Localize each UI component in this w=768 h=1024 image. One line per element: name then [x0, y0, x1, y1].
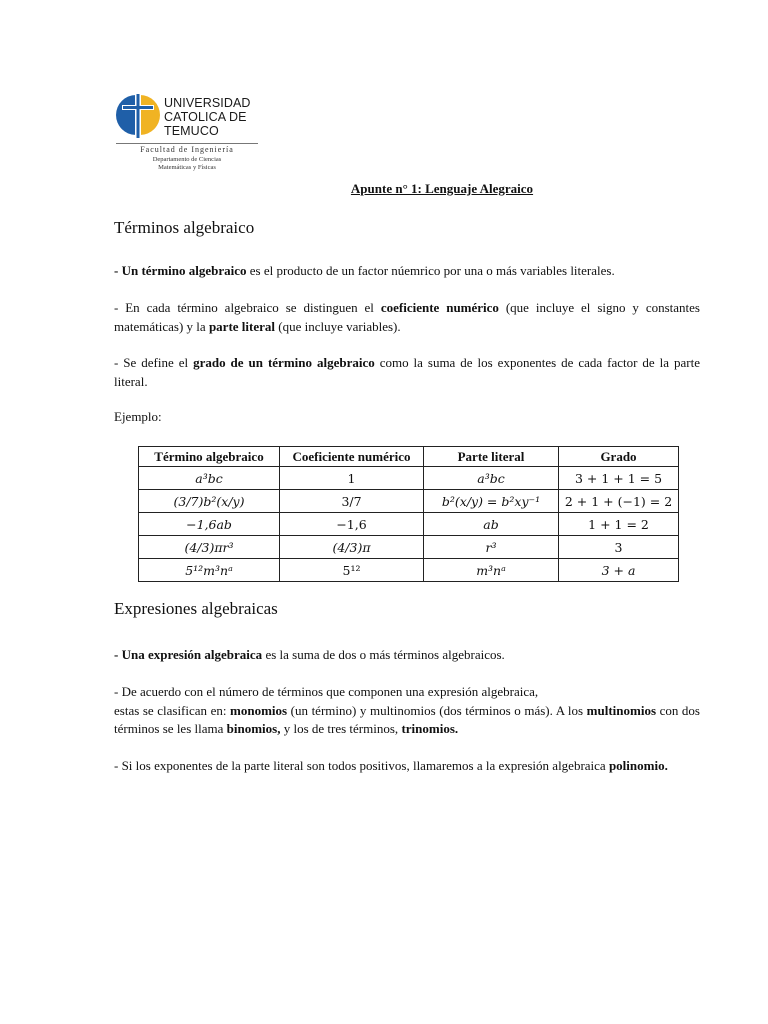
paragraph-text: (un término) y multinomios (dos términos o más). A los [287, 702, 587, 718]
table-cell: 5¹² [280, 559, 424, 582]
term-highlight: trinomios. [401, 721, 459, 736]
table-cell: (3/7)b²(x/y) [139, 490, 280, 513]
term-highlight: polinomio. [608, 758, 668, 773]
paragraph-text: estas se clasifican en: [114, 702, 231, 718]
university-name-line: TEMUCO [164, 124, 219, 138]
document-title: Apunte n° 1: Lenguaje Alegraico [350, 181, 534, 196]
table-row [139, 490, 679, 513]
term-highlight: grado de un término algebraico [193, 355, 375, 370]
column-header: Término algebraico [139, 447, 280, 467]
section-heading-terminos: Términos algebraico [114, 218, 255, 237]
table-cell: 1 [280, 467, 424, 490]
table-cell: 3 + a [559, 559, 679, 582]
paragraph-text: con dos términos se les llama [114, 702, 700, 736]
university-name-line: UNIVERSIDAD [164, 96, 251, 110]
table-cell: 5¹²m³nᵃ [139, 559, 280, 582]
term-highlight: multinomios [586, 702, 657, 718]
paragraph-text: como la suma de los exponentes de cada factor de la parte literal. [114, 355, 700, 389]
table-cell: 3 [559, 536, 679, 559]
table-cell: 3/7 [280, 490, 424, 513]
faculty-name: Facultad de Ingeniería [140, 145, 234, 154]
paragraph-text: - En cada término algebraico se distinguen el [114, 300, 381, 315]
paragraph-text: - Se define el [114, 355, 194, 370]
table-cell: −1,6ab [139, 513, 280, 536]
table-cell: r³ [424, 536, 559, 559]
term-highlight: coeficiente numérico [380, 300, 499, 315]
table-cell: 1 + 1 = 2 [559, 513, 679, 536]
table-header-row [139, 447, 679, 467]
paragraph-definition-termino [114, 262, 700, 281]
dash-marker: - Un [114, 263, 142, 278]
term-highlight: monomios [230, 702, 288, 718]
table-cell: b²(x/y) = b²xy⁻¹ [424, 490, 559, 513]
term-highlight: parte literal [208, 318, 275, 334]
university-logo [116, 93, 260, 175]
table-row [139, 536, 679, 559]
table-cell: a³bc [139, 467, 280, 490]
section-heading-expresiones: Expresiones algebraicas [114, 599, 278, 618]
paragraph-text: y los de tres términos, [280, 721, 402, 736]
term-highlight: término algebraico [141, 263, 247, 278]
table-row [139, 467, 679, 490]
paragraph-grado [114, 354, 700, 391]
university-name [164, 96, 251, 138]
table-cell: ab [424, 513, 559, 536]
table-cell: (4/3)π [280, 536, 424, 559]
column-header: Parte literal [424, 447, 559, 467]
university-shield-icon [116, 93, 160, 143]
table-row [139, 513, 679, 536]
paragraph-text: es la suma de dos o más términos algebraicos. [262, 647, 505, 662]
paragraph-line: - De acuerdo con el número de términos que componen una expresión algebraica, [114, 684, 539, 699]
paragraph-clasificacion [114, 683, 700, 739]
example-label: Ejemplo: [114, 409, 162, 424]
paragraph-text: (que incluye variables). [275, 318, 401, 334]
logo-divider [116, 143, 258, 144]
column-header: Grado [559, 447, 679, 467]
paragraph-definition-expresion [114, 646, 700, 665]
table-cell: (4/3)πr³ [139, 536, 280, 559]
dash-marker: - Una [114, 647, 148, 662]
column-header: Coeficiente numérico [280, 447, 424, 467]
table-cell: −1,6 [280, 513, 424, 536]
table-cell: 2 + 1 + (−1) = 2 [559, 490, 679, 513]
term-highlight: binomios, [226, 721, 281, 736]
paragraph-coeficiente-parte [114, 299, 700, 336]
department-name: Departamento de Ciencias Matemáticas y Físicas [152, 156, 222, 171]
paragraph-text: (que incluye el signo y constantes matemáticas) y la [114, 300, 700, 334]
table-cell: m³nᵃ [424, 559, 559, 582]
document-title-row [0, 180, 768, 198]
table-cell: 3 + 1 + 1 = 5 [559, 467, 679, 490]
university-name-line: CATOLICA DE [164, 110, 247, 124]
example-table [138, 446, 679, 582]
paragraph-text: - Si los exponentes de la parte literal son todos positivos, llamaremos a la expresión algebraica [114, 758, 609, 773]
table-row [139, 559, 679, 582]
table-cell: a³bc [424, 467, 559, 490]
paragraph-text: es el producto de un factor núemrico por una o más variables literales. [246, 263, 615, 278]
term-highlight: expresión algebraica [147, 647, 263, 662]
paragraph-polinomio [114, 757, 700, 776]
